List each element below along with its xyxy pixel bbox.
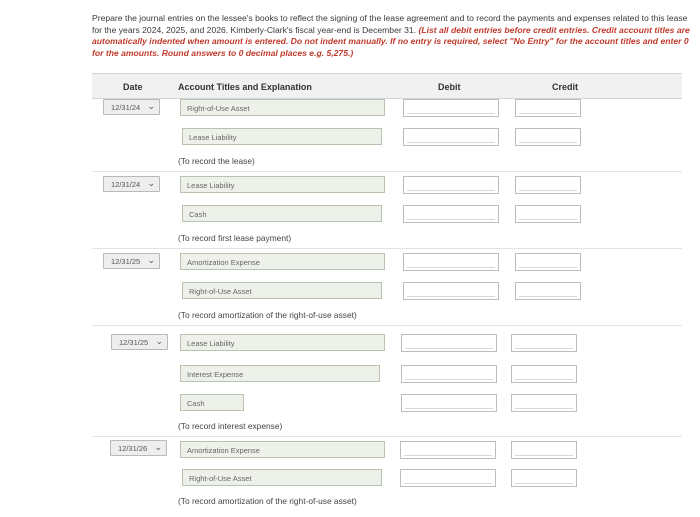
entry-5-memo: (To record amortization of the right-of-use asset) — [178, 496, 357, 506]
chevron-down-icon: ⌄ — [155, 336, 163, 346]
instructions-line-2: expenses related to this lease for the years 2024, 2025, and 2026. Kimberly-Clark's fiscal year-end is December 31. — [92, 13, 688, 35]
entry-4-line-3-account[interactable] — [180, 394, 244, 411]
entry-3-memo: (To record amortization of the right-of-use asset) — [178, 310, 357, 320]
chevron-down-icon: ⌄ — [154, 442, 162, 452]
entry-3-date-select[interactable] — [103, 253, 160, 269]
entry-4-line-1-credit[interactable] — [511, 334, 577, 352]
entry-4-line-1-debit[interactable] — [401, 334, 497, 352]
entry-5-line-2-account[interactable] — [182, 469, 382, 486]
header-credit: Credit — [552, 82, 579, 92]
entry-1-date-select[interactable] — [103, 99, 160, 115]
entry-2-line-2-account[interactable] — [182, 205, 382, 222]
account-title: Right-of-Use Asset — [189, 474, 252, 483]
entry-2-line-2-credit[interactable] — [515, 205, 581, 223]
entry-4-line-3-debit[interactable] — [401, 394, 497, 412]
date-select-value: 12/31/25 — [119, 338, 149, 347]
header-debit: Debit — [438, 82, 461, 92]
row-divider — [92, 325, 682, 326]
chevron-down-icon: ⌄ — [147, 255, 155, 265]
entry-3-line-1-account[interactable] — [180, 253, 385, 270]
entry-5-line-1-account[interactable] — [180, 441, 385, 458]
entry-1-line-1-credit[interactable] — [515, 99, 581, 117]
row-divider — [92, 436, 682, 437]
entry-4-memo: (To record interest expense) — [178, 421, 283, 431]
chevron-down-icon: ⌄ — [147, 101, 155, 111]
account-title: Cash — [187, 399, 205, 408]
entry-3-line-1-credit[interactable] — [515, 253, 581, 271]
entry-5-line-1-debit[interactable] — [400, 441, 496, 459]
entry-3-line-2-credit[interactable] — [515, 282, 581, 300]
entry-1-line-1-debit[interactable] — [403, 99, 499, 117]
entry-1-line-2-account[interactable] — [182, 128, 382, 145]
account-title: Lease Liability — [189, 133, 237, 142]
entry-5-line-2-debit[interactable] — [400, 469, 496, 487]
account-title: Interest Expense — [187, 370, 244, 379]
entry-5-line-1-credit[interactable] — [511, 441, 577, 459]
instructions-emphasis-1: (List all debit — [418, 24, 472, 35]
entry-1-line-2-debit[interactable] — [403, 128, 499, 146]
date-select-value: 12/31/26 — [118, 444, 148, 453]
date-select-value: 12/31/25 — [111, 257, 141, 266]
instructions — [92, 13, 692, 59]
instructions-line-1: Prepare the journal entries on the lessee's books to reflect the signing of the lease agreement and to record the payments and — [92, 13, 572, 23]
entry-4-line-2-debit[interactable] — [401, 365, 497, 383]
date-select-value: 12/31/24 — [111, 180, 141, 189]
header-date: Date — [123, 82, 143, 92]
chevron-down-icon: ⌄ — [147, 178, 155, 188]
entry-2-line-1-credit[interactable] — [515, 176, 581, 194]
entry-4-line-2-credit[interactable] — [511, 365, 577, 383]
date-select-value: 12/31/24 — [111, 103, 141, 112]
entry-3-line-2-account[interactable] — [182, 282, 382, 299]
row-divider — [92, 248, 682, 249]
entry-3-line-2-debit[interactable] — [403, 282, 499, 300]
account-title: Right-of-Use Asset — [187, 104, 250, 113]
entry-1-line-1-account[interactable] — [180, 99, 385, 116]
entry-4-date-select[interactable] — [111, 334, 168, 350]
account-title: Lease Liability — [187, 339, 235, 348]
entry-2-line-1-debit[interactable] — [403, 176, 499, 194]
entry-5-line-2-credit[interactable] — [511, 469, 577, 487]
entry-4-line-1-account[interactable] — [180, 334, 385, 351]
entry-2-line-2-debit[interactable] — [403, 205, 499, 223]
account-title: Amortization Expense — [187, 258, 260, 267]
entry-4-line-2-account[interactable] — [180, 365, 380, 382]
header-account: Account Titles and Explanation — [178, 82, 312, 92]
row-divider — [92, 171, 682, 172]
entry-2-memo: (To record first lease payment) — [178, 233, 292, 243]
entry-5-date-select[interactable] — [110, 440, 167, 456]
entry-2-date-select[interactable] — [103, 176, 160, 192]
entry-4-line-3-credit[interactable] — [511, 394, 577, 412]
instructions-emphasis-2: entries before credit entries. Credit account titles are automatically indented when amount is entered. Do not indent manually. If no entry is — [92, 24, 690, 46]
account-title: Right-of-Use Asset — [189, 287, 252, 296]
account-title: Amortization Expense — [187, 446, 260, 455]
journal-table-header — [92, 73, 682, 99]
entry-3-line-1-debit[interactable] — [403, 253, 499, 271]
account-title: Cash — [189, 210, 207, 219]
entry-1-line-2-credit[interactable] — [515, 128, 581, 146]
entry-1-memo: (To record the lease) — [178, 156, 255, 166]
instructions-emphasis-3: required, select "No Entry" for the account titles and enter 0 for the amounts. Round answers to 0 decimal places e.g. 5,275.) — [92, 36, 689, 58]
account-title: Lease Liability — [187, 181, 235, 190]
entry-2-line-1-account[interactable] — [180, 176, 385, 193]
